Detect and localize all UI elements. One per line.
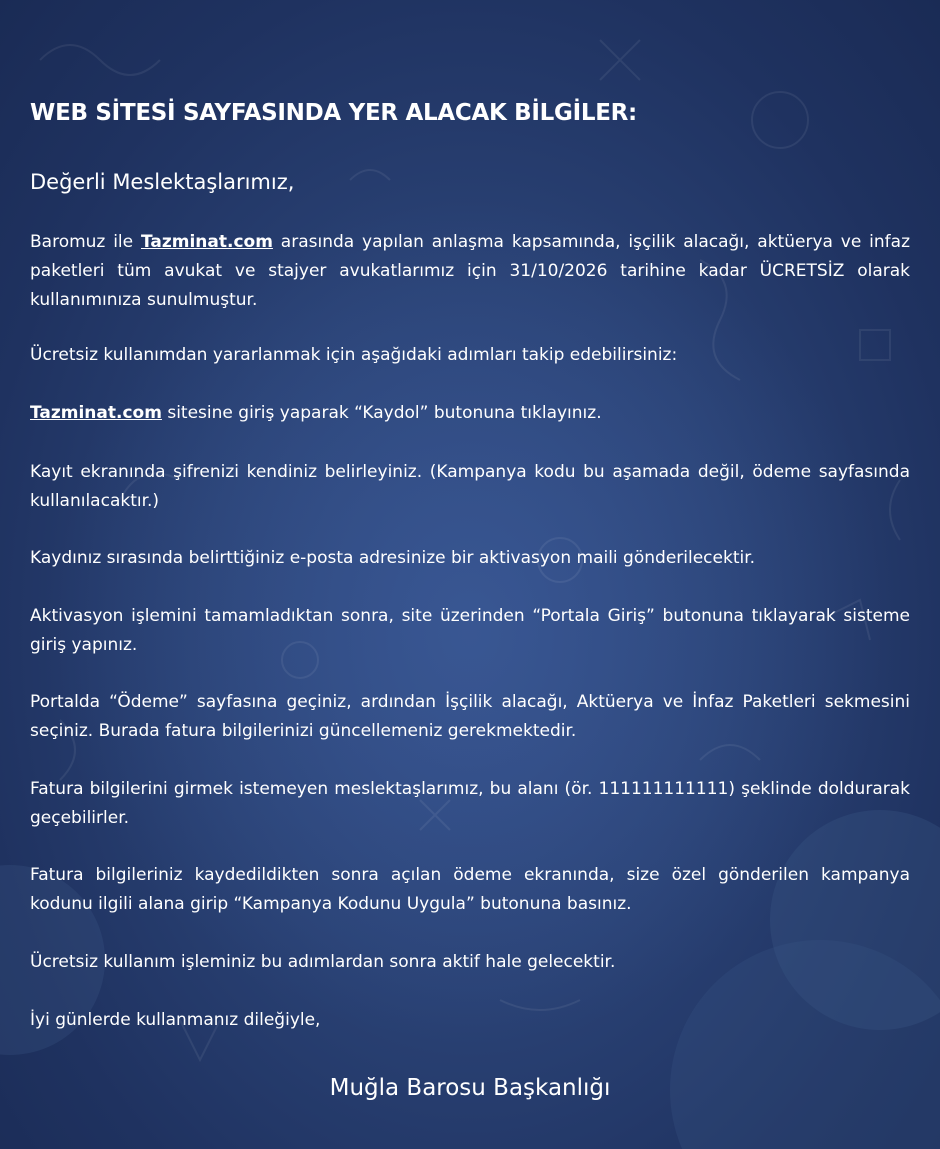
step-5: Portalda “Ödeme” sayfasına geçiniz, ardından İşçilik alacağı, Aktüerya ve İnfaz Paketleri sekmesini seçiniz. Burada fatura bilgilerinizi güncellemeniz gerekmektedir. <box>30 692 910 741</box>
greeting: Değerli Meslektaşlarımız, <box>30 170 295 194</box>
step-7: Fatura bilgileriniz kaydedildikten sonra açılan ödeme ekranında, size özel gönderilen kampanya kodunu ilgili alana girip “Kampanya Kodunu Uygula” butonuna basınız. <box>30 865 910 914</box>
tazminat-link[interactable]: Tazminat.com <box>140 232 273 252</box>
intro-text-after: arasında yapılan anlaşma kapsamında, işçilik alacağı, aktüerya ve infaz paketleri tüm avukat ve stajyer avukatlarımız için 31/10/2026 tarihine kadar ÜCRETSİZ olarak kullanımınıza sunulmuştur. <box>30 232 910 310</box>
steps-intro: Ücretsiz kullanımdan yararlanmak için aşağıdaki adımları takip edebilirsiniz: <box>30 345 678 365</box>
step-8: Ücretsiz kullanım işleminiz bu adımlardan sonra aktif hale gelecektir. <box>30 952 616 972</box>
signature: Muğla Barosu Başkanlığı <box>329 1075 611 1101</box>
step-2: Kayıt ekranında şifrenizi kendiniz belirleyiniz. (Kampanya kodu bu aşamada değil, ödeme sayfasında kullanılacaktır.) <box>30 462 910 511</box>
step-6: Fatura bilgilerini girmek istemeyen meslektaşlarımız, bu alanı (ör. 111111111111) şeklinde doldurarak geçebilirler. <box>30 779 910 828</box>
tazminat-link[interactable]: Tazminat.com <box>30 403 162 423</box>
page-title: WEB SİTESİ SAYFASINDA YER ALACAK BİLGİLER: <box>30 100 637 126</box>
step-1-text: sitesine giriş yaparak “Kaydol” butonuna tıklayınız. <box>161 403 602 423</box>
intro-text-before: Baromuz ile <box>30 232 141 252</box>
step-4: Aktivasyon işlemini tamamladıktan sonra, site üzerinden “Portala Giriş” butonuna tıklayarak sisteme giriş yapınız. <box>30 606 910 655</box>
closing-line: İyi günlerde kullanmanız dileğiyle, <box>30 1010 321 1030</box>
step-3: Kaydınız sırasında belirttiğiniz e-posta adresinize bir aktivasyon maili gönderilecektir. <box>30 548 756 568</box>
step-1 <box>30 399 910 428</box>
intro-paragraph <box>30 228 910 315</box>
